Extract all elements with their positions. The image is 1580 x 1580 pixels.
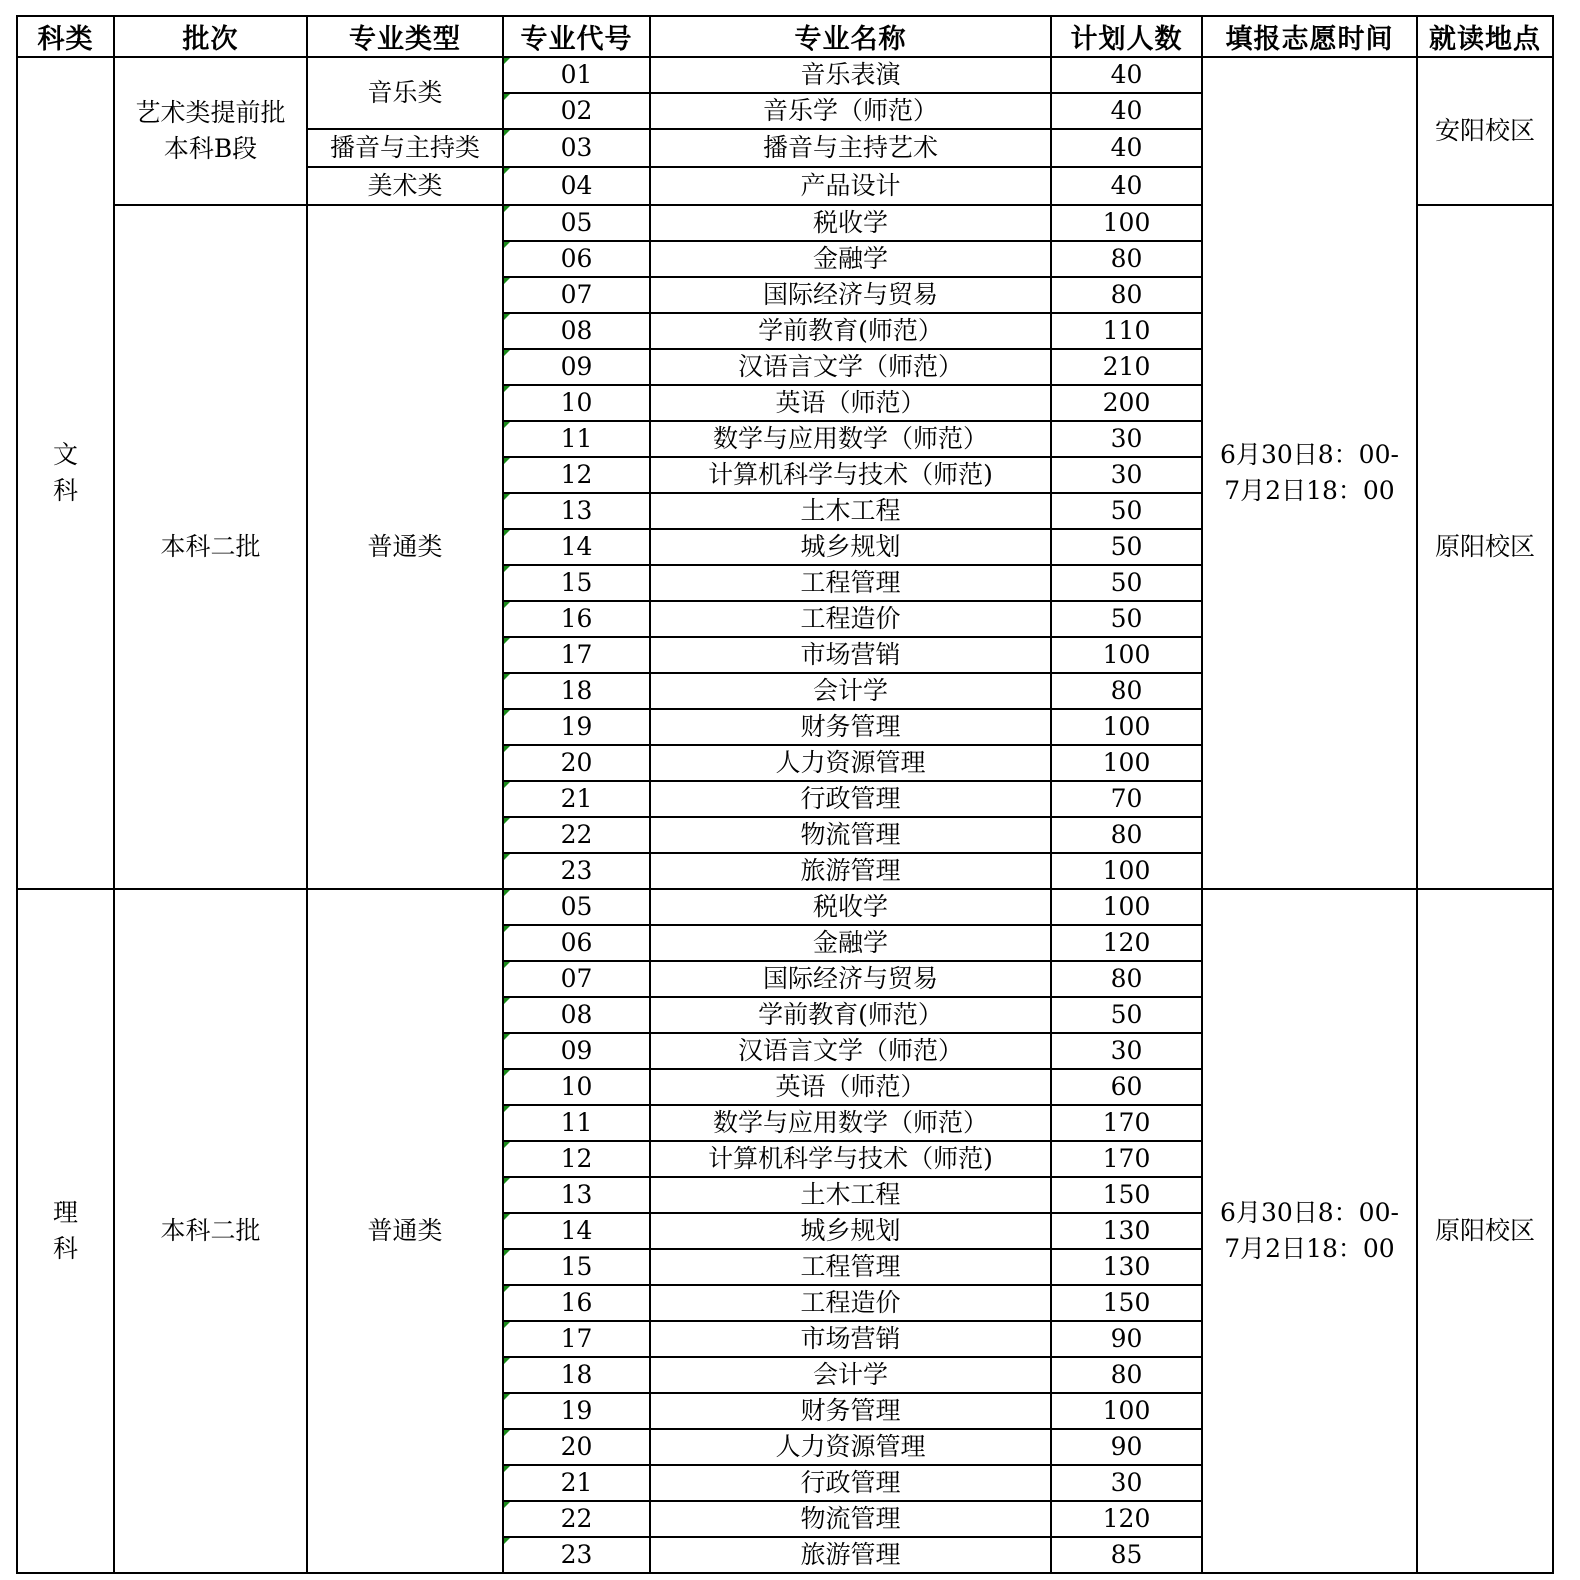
plan-count-cell: 130: [1051, 1213, 1202, 1249]
major-code-cell: [503, 673, 650, 709]
major-name-cell: 国际经济与贸易: [650, 961, 1051, 997]
major-code: 19: [560, 1396, 593, 1425]
plan-count-cell: 200: [1051, 385, 1202, 421]
cell-marker-icon: [504, 242, 510, 248]
major-type-cell: 播音与主持类: [307, 129, 503, 167]
major-code-cell: [503, 745, 650, 781]
batch-label: 本科二批: [160, 1216, 261, 1245]
major-code: 20: [560, 1432, 593, 1461]
cell-marker-icon: [504, 1286, 510, 1292]
cell-marker-icon: [504, 746, 510, 752]
major-code: 03: [560, 133, 593, 162]
plan-count-cell: 100: [1051, 709, 1202, 745]
major-code: 06: [560, 244, 593, 273]
major-type-cell: 美术类: [307, 167, 503, 205]
major-code-cell: [503, 313, 650, 349]
plan-count-cell: 110: [1051, 313, 1202, 349]
major-code: 05: [560, 208, 593, 237]
table-body: [17, 57, 1553, 1573]
plan-count-cell: 170: [1051, 1105, 1202, 1141]
major-code-cell: [503, 457, 650, 493]
cell-marker-icon: [504, 1178, 510, 1184]
major-name-cell: 会计学: [650, 673, 1051, 709]
major-code-cell: [503, 385, 650, 421]
plan-count-cell: 80: [1051, 673, 1202, 709]
major-code: 12: [560, 1144, 593, 1173]
major-name-cell: 金融学: [650, 241, 1051, 277]
plan-count-cell: 90: [1051, 1321, 1202, 1357]
major-code: 17: [560, 1324, 593, 1353]
major-name-cell: 工程造价: [650, 1285, 1051, 1321]
major-code: 21: [560, 1468, 593, 1497]
major-code-cell: [503, 565, 650, 601]
major-code: 22: [560, 1504, 593, 1533]
cell-marker-icon: [504, 530, 510, 536]
plan-count-cell: 120: [1051, 1501, 1202, 1537]
major-code-cell: [503, 1033, 650, 1069]
major-code-cell: [503, 57, 650, 93]
major-code-cell: [503, 1249, 650, 1285]
major-code: 15: [560, 1252, 593, 1281]
cell-marker-icon: [504, 94, 510, 100]
plan-count-cell: 40: [1051, 167, 1202, 205]
cell-marker-icon: [504, 386, 510, 392]
plan-count-cell: 100: [1051, 637, 1202, 673]
major-code: 11: [560, 424, 593, 453]
major-code: 23: [560, 856, 593, 885]
cell-marker-icon: [504, 494, 510, 500]
major-name-cell: 会计学: [650, 1357, 1051, 1393]
plan-count-cell: 150: [1051, 1285, 1202, 1321]
cell-marker-icon: [504, 926, 510, 932]
major-code-cell: [503, 781, 650, 817]
cell-marker-icon: [504, 206, 510, 212]
cell-marker-icon: [504, 1214, 510, 1220]
plan-count-cell: 50: [1051, 997, 1202, 1033]
major-name-cell: 行政管理: [650, 781, 1051, 817]
major-name-cell: 财务管理: [650, 709, 1051, 745]
major-code-cell: [503, 1501, 650, 1537]
cell-marker-icon: [504, 1394, 510, 1400]
major-code-cell: [503, 1465, 650, 1501]
plan-count-cell: 85: [1051, 1537, 1202, 1573]
major-code: 12: [560, 460, 593, 489]
major-code-cell: [503, 925, 650, 961]
table-row: [17, 57, 1553, 93]
plan-count-cell: 40: [1051, 129, 1202, 167]
cell-marker-icon: [504, 458, 510, 464]
plan-count-cell: 40: [1051, 93, 1202, 129]
header-category: 科类: [17, 16, 114, 57]
admission-plan-table: [16, 15, 1554, 1574]
major-name-cell: 市场营销: [650, 637, 1051, 673]
plan-count-cell: 100: [1051, 853, 1202, 889]
major-code-cell: [503, 1213, 650, 1249]
plan-count-cell: 30: [1051, 1465, 1202, 1501]
cell-marker-icon: [504, 1430, 510, 1436]
major-code: 13: [560, 1180, 593, 1209]
major-code: 13: [560, 496, 593, 525]
major-name-cell: 计算机科学与技术（师范): [650, 457, 1051, 493]
plan-count-cell: 90: [1051, 1429, 1202, 1465]
plan-count-cell: 50: [1051, 529, 1202, 565]
batch-label: 本科B段: [163, 134, 258, 163]
major-name-cell: 行政管理: [650, 1465, 1051, 1501]
major-code: 04: [560, 171, 593, 200]
major-code: 22: [560, 820, 593, 849]
major-code-cell: [503, 817, 650, 853]
header-application-time: 填报志愿时间: [1202, 16, 1417, 57]
major-name-cell: 城乡规划: [650, 529, 1051, 565]
major-code-cell: [503, 1069, 650, 1105]
major-code-cell: [503, 1357, 650, 1393]
major-name-cell: 物流管理: [650, 1501, 1051, 1537]
major-name-cell: 英语（师范）: [650, 1069, 1051, 1105]
major-code: 09: [560, 352, 593, 381]
plan-count-cell: 130: [1051, 1249, 1202, 1285]
major-code: 08: [560, 316, 593, 345]
major-code-cell: [503, 529, 650, 565]
application-time-cell: [1202, 889, 1417, 1573]
application-time-line: 6月30日8：00-: [1220, 1198, 1399, 1227]
major-code: 14: [560, 532, 593, 561]
major-name-cell: 产品设计: [650, 167, 1051, 205]
major-code: 16: [560, 604, 593, 633]
plan-count-cell: 80: [1051, 277, 1202, 313]
cell-marker-icon: [504, 1322, 510, 1328]
major-code: 10: [560, 1072, 593, 1101]
header-batch: 批次: [114, 16, 307, 57]
major-code-cell: [503, 853, 650, 889]
plan-count-cell: 50: [1051, 601, 1202, 637]
major-code: 05: [560, 892, 593, 921]
major-type-cell: 普通类: [307, 205, 503, 889]
major-code-cell: [503, 601, 650, 637]
campus-cell: 安阳校区: [1417, 57, 1553, 205]
plan-count-cell: 50: [1051, 565, 1202, 601]
cell-marker-icon: [504, 962, 510, 968]
category-label: 理科: [52, 1198, 78, 1263]
plan-count-cell: 30: [1051, 457, 1202, 493]
major-code-cell: [503, 1429, 650, 1465]
major-code: 17: [560, 640, 593, 669]
major-name-cell: 汉语言文学（师范）: [650, 1033, 1051, 1069]
major-name-cell: 数学与应用数学（师范）: [650, 1105, 1051, 1141]
plan-count-cell: 120: [1051, 925, 1202, 961]
batch-label: 本科二批: [160, 532, 261, 561]
cell-marker-icon: [504, 854, 510, 860]
cell-marker-icon: [504, 58, 510, 64]
major-code: 20: [560, 748, 593, 777]
major-name-cell: 人力资源管理: [650, 1429, 1051, 1465]
major-code: 10: [560, 388, 593, 417]
batch-cell: [114, 205, 307, 889]
major-code-cell: [503, 241, 650, 277]
major-code-cell: [503, 1285, 650, 1321]
category-label: 文科: [52, 440, 78, 505]
plan-count-cell: 150: [1051, 1177, 1202, 1213]
major-name-cell: 国际经济与贸易: [650, 277, 1051, 313]
major-name-cell: 数学与应用数学（师范）: [650, 421, 1051, 457]
batch-cell: [114, 57, 307, 205]
major-name-cell: 土木工程: [650, 493, 1051, 529]
major-code: 11: [560, 1108, 593, 1137]
major-name-cell: 旅游管理: [650, 853, 1051, 889]
cell-marker-icon: [504, 1358, 510, 1364]
header-major-code: 专业代号: [503, 16, 650, 57]
batch-label: 艺术类提前批: [135, 98, 286, 127]
plan-count-cell: 80: [1051, 241, 1202, 277]
major-name-cell: 旅游管理: [650, 1537, 1051, 1573]
major-name-cell: 税收学: [650, 889, 1051, 925]
cell-marker-icon: [504, 422, 510, 428]
cell-marker-icon: [504, 278, 510, 284]
cell-marker-icon: [504, 1070, 510, 1076]
category-cell: [17, 889, 114, 1573]
major-code-cell: [503, 277, 650, 313]
major-code: 06: [560, 928, 593, 957]
major-code: 23: [560, 1540, 593, 1569]
header-row: [17, 16, 1553, 57]
major-name-cell: 工程管理: [650, 1249, 1051, 1285]
plan-count-cell: 60: [1051, 1069, 1202, 1105]
application-time-cell: [1202, 57, 1417, 889]
major-code: 18: [560, 676, 593, 705]
application-time-line: 6月30日8：00-: [1220, 440, 1399, 469]
header-major-name: 专业名称: [650, 16, 1051, 57]
major-code-cell: [503, 1537, 650, 1573]
major-name-cell: 音乐学（师范）: [650, 93, 1051, 129]
major-name-cell: 学前教育(师范）: [650, 313, 1051, 349]
major-code-cell: [503, 205, 650, 241]
plan-count-cell: 80: [1051, 961, 1202, 997]
major-type-cell: 音乐类: [307, 57, 503, 129]
cell-marker-icon: [504, 998, 510, 1004]
plan-count-cell: 50: [1051, 493, 1202, 529]
plan-count-cell: 80: [1051, 817, 1202, 853]
major-code: 02: [560, 96, 593, 125]
cell-marker-icon: [504, 350, 510, 356]
major-name-cell: 城乡规划: [650, 1213, 1051, 1249]
plan-count-cell: 100: [1051, 205, 1202, 241]
header-campus: 就读地点: [1417, 16, 1553, 57]
cell-marker-icon: [504, 1106, 510, 1112]
major-code: 19: [560, 712, 593, 741]
major-name-cell: 播音与主持艺术: [650, 129, 1051, 167]
major-code-cell: [503, 889, 650, 925]
major-code: 09: [560, 1036, 593, 1065]
cell-marker-icon: [504, 1250, 510, 1256]
cell-marker-icon: [504, 710, 510, 716]
cell-marker-icon: [504, 314, 510, 320]
major-code-cell: [503, 493, 650, 529]
major-code: 15: [560, 568, 593, 597]
major-code: 21: [560, 784, 593, 813]
plan-count-cell: 100: [1051, 1393, 1202, 1429]
cell-marker-icon: [504, 168, 510, 174]
major-name-cell: 土木工程: [650, 1177, 1051, 1213]
cell-marker-icon: [504, 890, 510, 896]
category-cell: [17, 57, 114, 889]
major-code: 07: [560, 964, 593, 993]
major-code-cell: [503, 167, 650, 205]
cell-marker-icon: [504, 130, 510, 136]
cell-marker-icon: [504, 1538, 510, 1544]
plan-count-cell: 30: [1051, 1033, 1202, 1069]
major-name-cell: 税收学: [650, 205, 1051, 241]
plan-count-cell: 210: [1051, 349, 1202, 385]
major-code-cell: [503, 93, 650, 129]
major-type-cell: 普通类: [307, 889, 503, 1573]
cell-marker-icon: [504, 1502, 510, 1508]
major-code: 16: [560, 1288, 593, 1317]
major-code-cell: [503, 349, 650, 385]
major-name-cell: 物流管理: [650, 817, 1051, 853]
major-name-cell: 计算机科学与技术（师范): [650, 1141, 1051, 1177]
major-name-cell: 人力资源管理: [650, 745, 1051, 781]
cell-marker-icon: [504, 1142, 510, 1148]
major-code-cell: [503, 1393, 650, 1429]
plan-count-cell: 30: [1051, 421, 1202, 457]
major-code-cell: [503, 1177, 650, 1213]
campus-cell: 原阳校区: [1417, 205, 1553, 889]
cell-marker-icon: [504, 818, 510, 824]
major-code: 07: [560, 280, 593, 309]
cell-marker-icon: [504, 674, 510, 680]
cell-marker-icon: [504, 638, 510, 644]
cell-marker-icon: [504, 1466, 510, 1472]
major-name-cell: 市场营销: [650, 1321, 1051, 1357]
major-name-cell: 学前教育(师范）: [650, 997, 1051, 1033]
batch-cell: [114, 889, 307, 1573]
major-code-cell: [503, 709, 650, 745]
cell-marker-icon: [504, 566, 510, 572]
application-time-line: 7月2日18：00: [1224, 1234, 1395, 1263]
major-code-cell: [503, 1321, 650, 1357]
major-name-cell: 汉语言文学（师范）: [650, 349, 1051, 385]
plan-count-cell: 70: [1051, 781, 1202, 817]
header-major-type: 专业类型: [307, 16, 503, 57]
cell-marker-icon: [504, 602, 510, 608]
campus-cell: 原阳校区: [1417, 889, 1553, 1573]
major-code: 18: [560, 1360, 593, 1389]
major-name-cell: 金融学: [650, 925, 1051, 961]
plan-count-cell: 40: [1051, 57, 1202, 93]
cell-marker-icon: [504, 1034, 510, 1040]
cell-marker-icon: [504, 782, 510, 788]
major-name-cell: 财务管理: [650, 1393, 1051, 1429]
plan-count-cell: 100: [1051, 745, 1202, 781]
major-code-cell: [503, 421, 650, 457]
major-code-cell: [503, 129, 650, 167]
header-plan-count: 计划人数: [1051, 16, 1202, 57]
major-code-cell: [503, 1141, 650, 1177]
major-code: 08: [560, 1000, 593, 1029]
major-name-cell: 音乐表演: [650, 57, 1051, 93]
major-code: 01: [560, 60, 593, 89]
plan-count-cell: 100: [1051, 889, 1202, 925]
major-code-cell: [503, 637, 650, 673]
application-time-line: 7月2日18：00: [1224, 476, 1395, 505]
major-code-cell: [503, 997, 650, 1033]
plan-count-cell: 170: [1051, 1141, 1202, 1177]
plan-count-cell: 80: [1051, 1357, 1202, 1393]
major-code-cell: [503, 1105, 650, 1141]
major-name-cell: 英语（师范）: [650, 385, 1051, 421]
table-row: [17, 889, 1553, 925]
major-code-cell: [503, 961, 650, 997]
major-name-cell: 工程管理: [650, 565, 1051, 601]
major-code: 14: [560, 1216, 593, 1245]
major-name-cell: 工程造价: [650, 601, 1051, 637]
